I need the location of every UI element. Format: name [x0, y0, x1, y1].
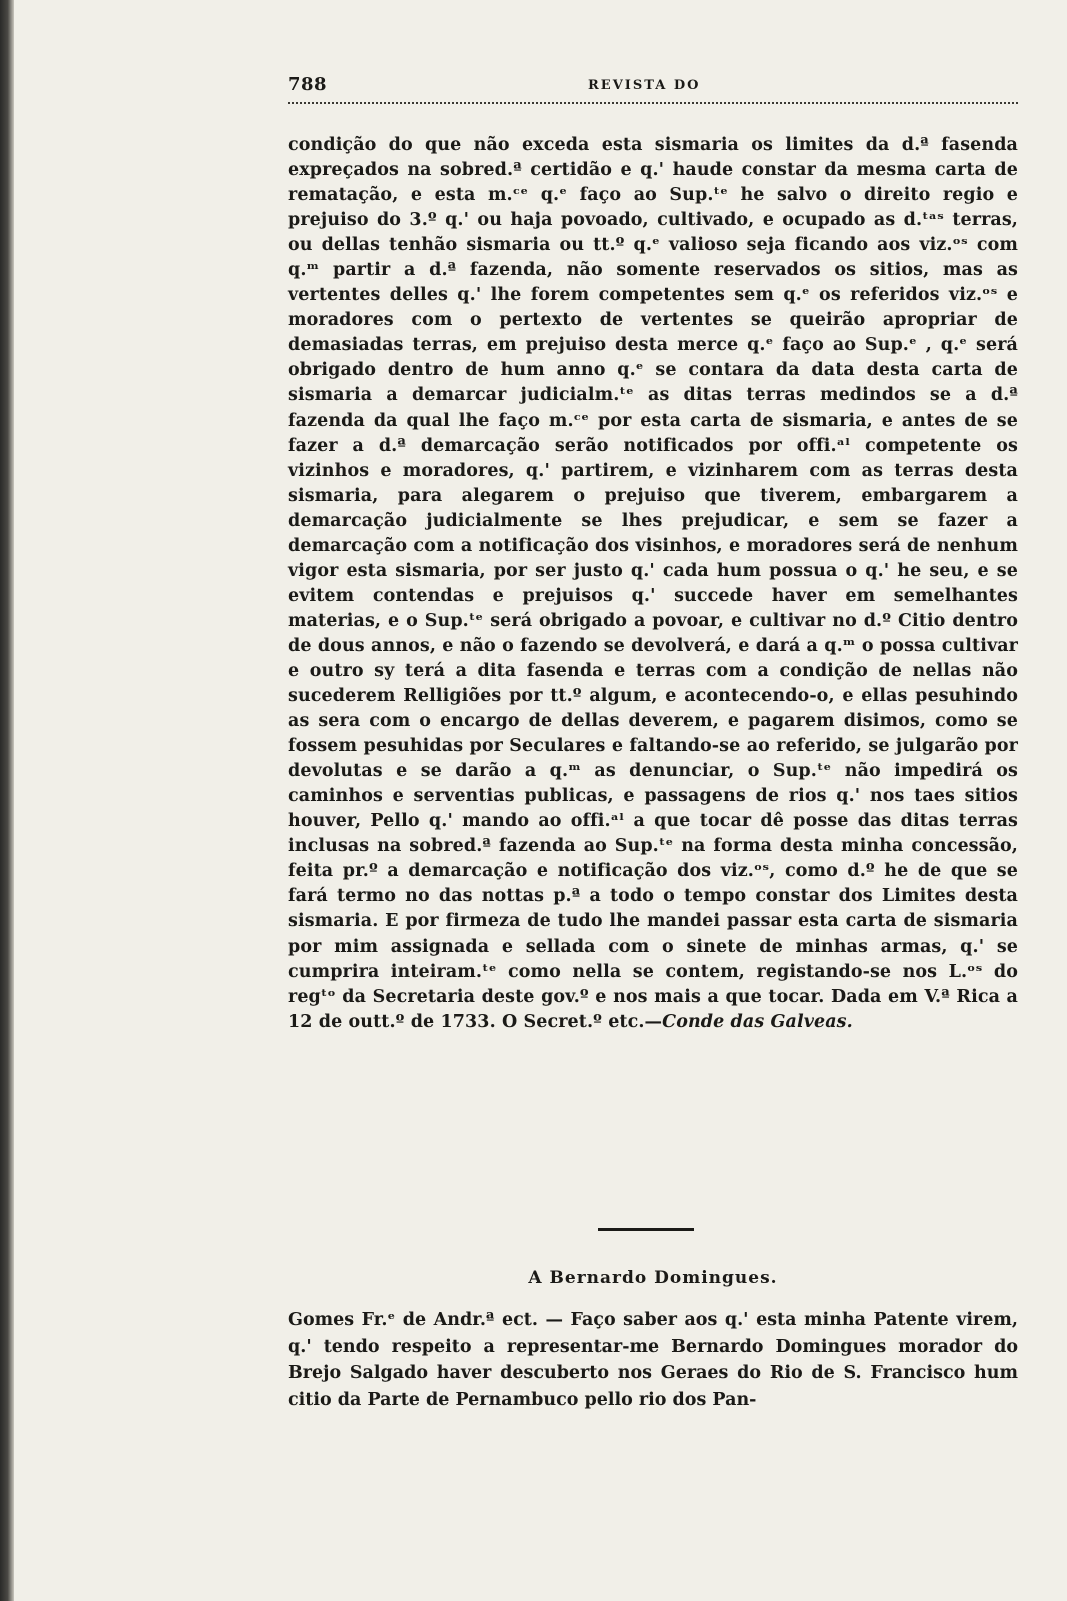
running-head [288, 60, 1018, 96]
section-separator [598, 1228, 694, 1231]
main-paragraph [288, 133, 1018, 1035]
main-paragraph-text: condição do que não exceda esta sismaria os limites da d.ª fasenda expreçados na sobred.ª certidão e q.' haude constar da mesma carta de rematação, e esta m.ᶜᵉ q.ᵉ faço ao Sup.ᵗᵉ he salvo o direito regio e prejuiso do 3.º q.' ou haja povoado, cultivado, e ocupado as d.ᵗᵃˢ terras, ou dellas tenhão sismaria ou tt.º q.ᵉ valioso seja ficando aos viz.ᵒˢ com q.ᵐ partir a d.ª fazenda, não somente reservados os sitios, mas as vertentes delles q.' lhe forem competentes sem q.ᵉ os referidos viz.ᵒˢ e moradores com o pertexto de vertentes se queirão apropriar de demasiadas terras, em prejuiso desta merce q.ᵉ faço ao Sup.ᵉ , q.ᵉ será obrigado dentro de hum anno q.ᵉ se contara da data desta carta de sismaria a demarcar judicialm.ᵗᵉ as ditas terras medindos se a d.ª fazenda da qual lhe faço m.ᶜᵉ por esta carta de sismaria, e antes de se fazer a d.ª demarcação serão notificados por offi.ᵃˡ competente os vizinhos e moradores, q.' partirem, e vizinharem com as terras desta sismaria, para alegarem o prejuiso que tiverem, embargarem a demarcação judicialmente se lhes prejudicar, e sem se fazer a demarcação com a notificação dos visinhos, e moradores será de nenhum vigor esta sismaria, por ser justo q.' cada hum possua o q.' he seu, e se evitem contendas e prejuisos q.' succede haver em semelhantes materias, e o Sup.ᵗᵉ será obrigado a povoar, e cultivar no d.º Citio dentro de dous annos, e não o fazendo se devolverá, e dará a q.ᵐ o possa cultivar e outro sy terá a dita fasenda e terras com a condição de nellas não sucederem Relligiões por tt.º algum, e acontecendo-o, e ellas pesuhindo as sera com o encargo de dellas deverem, e pagarem disimos, como se fossem pesuhidas por Seculares e faltando-se ao referido, se julgarão por devolutas e se darão a q.ᵐ as denunciar, o Sup.ᵗᵉ não impedirá os caminhos e serventias publicas, e passagens de rios q.' nos taes sitios houver, Pello q.' mando ao offi.ᵃˡ a que tocar dê posse das ditas terras inclusas na sobred.ª fazenda ao Sup.ᵗᵉ na forma desta minha concessão, feita pr.º a demarcação e notificação dos viz.ᵒˢ, como d.º he de que se fará termo no das nottas p.ª a todo o tempo constar dos Limites desta sismaria. E por firmeza de tudo lhe mandei passar esta carta de sismaria por mim assignada e sellada com o sinete de minhas armas, q.' se cumprira inteiram.ᵗᵉ como nella se contem, registando-se nos L.ᵒˢ do regᵗᵒ da Secretaria deste gov.º e nos mais a que tocar. Dada em V.ª Rica a 12 de outt.º de 1733. O Secret.º etc.— [288, 135, 1018, 1032]
header-rule [288, 102, 1018, 104]
section-paragraph: Gomes Fr.ᵉ de Andr.ª ect. — Faço saber aos q.' esta minha Patente virem, q.' tendo respeito a representar-me Bernardo Domingues morador do Brejo Salgado haver descuberto nos Geraes do Rio de S. Francisco hum citio da Parte de Pernambuco pello rio dos Pan- [288, 1310, 1018, 1410]
section-paragraph-block [288, 1307, 1018, 1413]
running-title: REVISTA DO [588, 78, 701, 93]
book-binding-edge [0, 0, 14, 1601]
page-number: 788 [288, 74, 328, 95]
document-page [288, 60, 1018, 1410]
section-heading: A Bernardo Domingues. [528, 1268, 778, 1288]
signature: Conde das Galveas. [662, 1011, 853, 1032]
main-paragraph-block [288, 133, 1018, 1035]
